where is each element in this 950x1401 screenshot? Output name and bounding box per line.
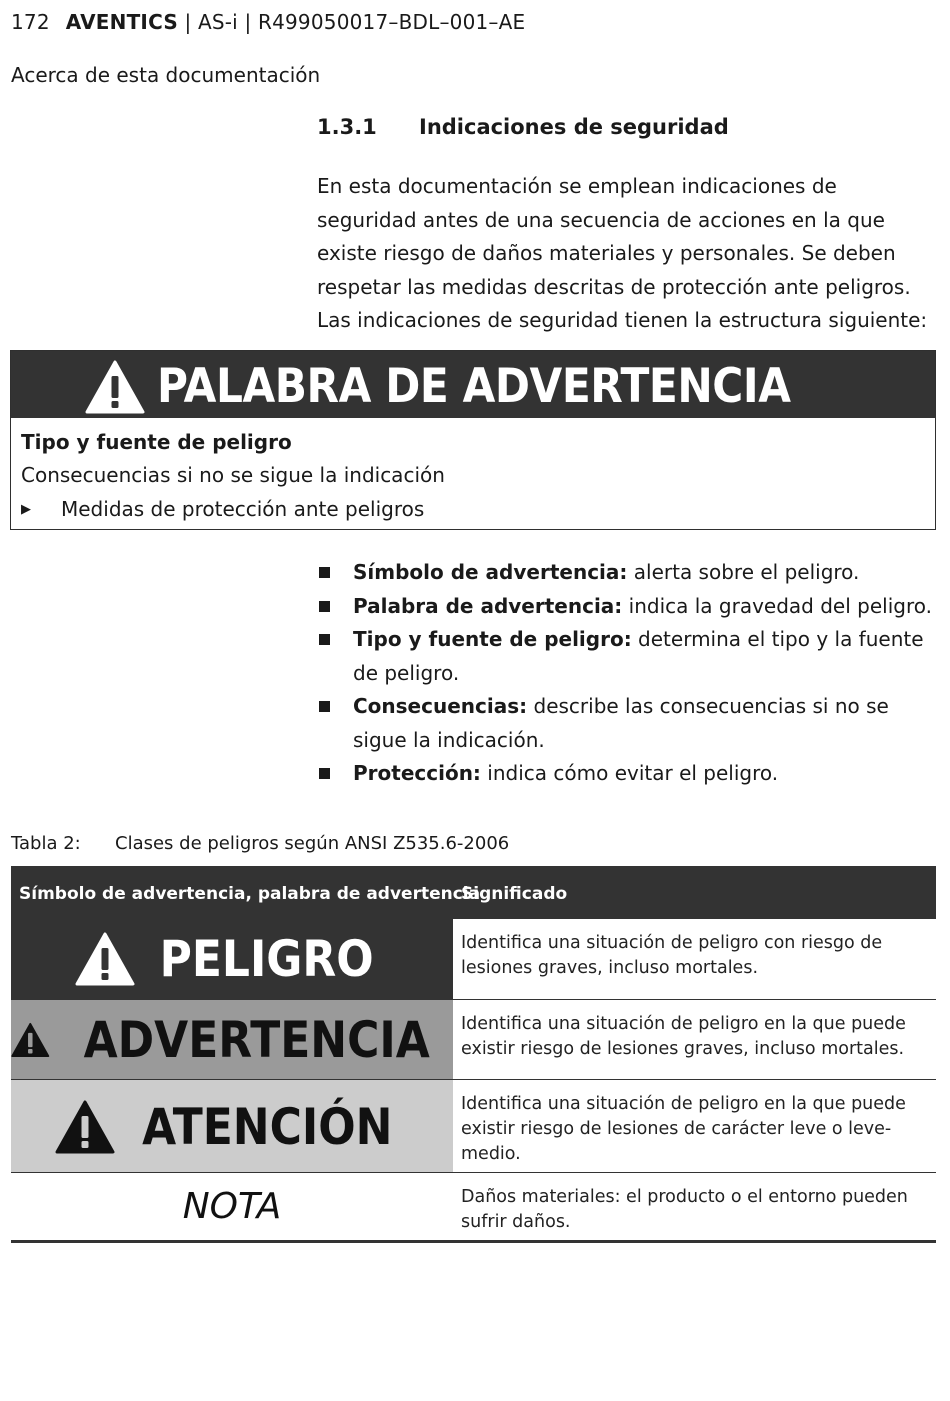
warning-triangle-icon bbox=[85, 360, 145, 414]
signal-cell bbox=[11, 1000, 453, 1080]
meaning-cell: Identifica una situación de peligro en la que puede existir riesgo de lesiones graves, incluso mortales. bbox=[461, 1014, 906, 1059]
square-bullet-icon bbox=[319, 601, 330, 612]
intro-paragraph: En esta documentación se emplean indicaciones de seguridad antes de una secuencia de acciones en la que existe riesgo de daños materiales y personales. Se deben respetar las medidas descritas de protección ante peligros. bbox=[317, 174, 911, 299]
list-item bbox=[317, 556, 942, 590]
table-row bbox=[11, 919, 936, 999]
element-description-list bbox=[317, 556, 942, 791]
bullet-term: Símbolo de advertencia: bbox=[353, 560, 628, 584]
intro-text bbox=[317, 170, 942, 338]
bullet-text: indica la gravedad del peligro. bbox=[622, 593, 932, 618]
bullet-term: Palabra de advertencia: bbox=[353, 593, 623, 618]
signal-cell bbox=[11, 1173, 453, 1240]
table-row bbox=[11, 999, 936, 1080]
signal-cell bbox=[11, 1080, 453, 1173]
structure-line: Las indicaciones de seguridad tienen la estructura siguiente: bbox=[317, 308, 928, 332]
bullet-text: describe las consecuencias si no se sigue la indicación. bbox=[353, 694, 889, 752]
bullet-term: Consecuencias: bbox=[353, 694, 528, 718]
bullet-text: alerta sobre el peligro. bbox=[627, 560, 860, 584]
square-bullet-icon bbox=[319, 701, 330, 712]
document-reference: | AS-i | R499050017–BDL–001–AE bbox=[177, 10, 526, 34]
page-number: 172 bbox=[11, 10, 50, 34]
right-arrow-icon: ▶ bbox=[21, 502, 31, 517]
signal-word: ATENCIÓN bbox=[141, 1097, 393, 1156]
warning-triangle-icon bbox=[55, 1100, 115, 1154]
page-header bbox=[11, 10, 525, 34]
signal-word: NOTA bbox=[182, 1186, 282, 1227]
heading-title: Indicaciones de seguridad bbox=[419, 115, 729, 139]
meaning-cell: Identifica una situación de peligro en la que puede existir riesgo de lesiones de carácter leve o leve-medio. bbox=[461, 1094, 906, 1164]
table-row bbox=[11, 1079, 936, 1173]
signal-word: ADVERTENCIA bbox=[83, 1011, 430, 1069]
section-title: Acerca de esta documentación bbox=[11, 63, 321, 87]
list-item bbox=[317, 757, 942, 791]
bullet-term: Tipo y fuente de peligro: bbox=[353, 627, 632, 651]
hazard-type-label: Tipo y fuente de peligro bbox=[21, 430, 292, 454]
table-header-row bbox=[11, 866, 936, 919]
list-item bbox=[317, 690, 942, 757]
signal-word: PELIGRO bbox=[159, 930, 375, 988]
meaning-cell: Identifica una situación de peligro con riesgo de lesiones graves, incluso mortales. bbox=[461, 933, 883, 978]
signal-cell bbox=[11, 919, 453, 999]
bullet-term: Protección: bbox=[353, 761, 481, 785]
warning-example-box bbox=[10, 350, 936, 530]
measures-label: Medidas de protección ante peligros bbox=[61, 497, 425, 521]
warning-triangle-icon bbox=[11, 1013, 50, 1067]
list-item bbox=[317, 623, 942, 690]
meaning-cell: Daños materiales: el producto o el entorno pueden sufrir daños. bbox=[461, 1187, 908, 1232]
column-header-symbol: Símbolo de advertencia, palabra de advertencia bbox=[19, 884, 481, 904]
bullet-text: indica cómo evitar el peligro. bbox=[480, 761, 779, 785]
square-bullet-icon bbox=[319, 768, 330, 779]
warning-triangle-icon bbox=[75, 932, 135, 986]
square-bullet-icon bbox=[319, 567, 330, 578]
column-header-meaning: Significado bbox=[461, 884, 568, 904]
square-bullet-icon bbox=[319, 634, 330, 645]
heading-number: 1.3.1 bbox=[317, 115, 377, 139]
table-caption-text: Clases de peligros según ANSI Z535.6-2006 bbox=[115, 833, 510, 854]
warning-signal-bar bbox=[11, 351, 935, 418]
bullet-text: determina el tipo y la fuente de peligro. bbox=[353, 627, 924, 685]
measures-line bbox=[21, 497, 424, 521]
signal-word: PALABRA DE ADVERTENCIA bbox=[157, 359, 791, 414]
brand-name: AVENTICS bbox=[65, 10, 178, 34]
table-caption-label: Tabla 2: bbox=[11, 833, 81, 854]
list-item bbox=[317, 590, 942, 624]
table-row bbox=[11, 1172, 936, 1243]
consequences-label: Consecuencias si no se sigue la indicación bbox=[21, 463, 445, 487]
